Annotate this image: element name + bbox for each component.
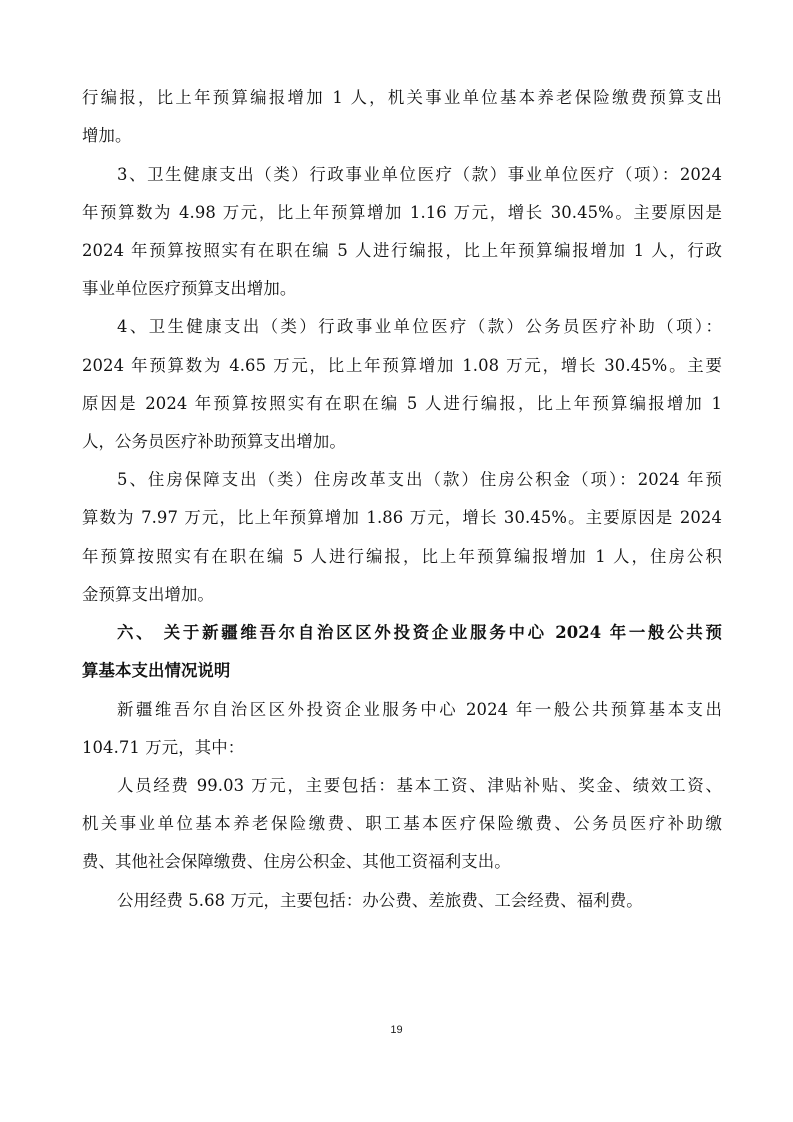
paragraph-line: 2024 年预算数为 4.65 万元，比上年预算增加 1.08 万元，增长 30.45%。主要 — [82, 356, 722, 375]
paragraph-line: 年预算数为 4.98 万元，比上年预算增加 1.16 万元，增长 30.45%。主要原因是 — [82, 203, 722, 222]
paragraph-line: 人员经费 99.03 万元，主要包括：基本工资、津贴补贴、奖金、绩效工资、 — [117, 776, 722, 795]
page-number: 19 — [390, 1024, 403, 1036]
section-heading: 六、 关于新疆维吾尔自治区区外投资企业服务中心 2024 年一般公共预 — [117, 623, 722, 642]
paragraph-line: 4、卫生健康支出（类）行政事业单位医疗（款）公务员医疗补助（项）： — [117, 317, 722, 336]
paragraph-line: 人，公务员医疗补助预算支出增加。 — [82, 432, 346, 451]
paragraph-line: 算数为 7.97 万元，比上年预算增加 1.86 万元，增长 30.45%。主要原因是 2024 — [82, 508, 722, 527]
paragraph-line: 年预算按照实有在职在编 5 人进行编报，比上年预算编报增加 1 人，住房公积 — [82, 547, 722, 566]
section-heading-continued: 算基本支出情况说明 — [82, 661, 231, 680]
paragraph-line: 104.71 万元，其中： — [82, 738, 245, 757]
paragraph-line: 行编报，比上年预算编报增加 1 人，机关事业单位基本养老保险缴费预算支出 — [82, 88, 722, 107]
paragraph-line: 事业单位医疗预算支出增加。 — [82, 279, 297, 298]
paragraph-line: 机关事业单位基本养老保险缴费、职工基本医疗保险缴费、公务员医疗补助缴 — [82, 814, 722, 833]
paragraph-line: 增加。 — [82, 126, 132, 145]
paragraph-line: 金预算支出增加。 — [82, 585, 214, 604]
paragraph-line: 费、其他社会保障缴费、住房公积金、其他工资福利支出。 — [82, 852, 511, 871]
paragraph-line: 新疆维吾尔自治区区外投资企业服务中心 2024 年一般公共预算基本支出 — [117, 700, 722, 719]
paragraph-line: 公用经费 5.68 万元，主要包括：办公费、差旅费、工会经费、福利费。 — [117, 891, 643, 910]
paragraph-line: 5、住房保障支出（类）住房改革支出（款）住房公积金（项）：2024 年预 — [117, 470, 722, 489]
paragraph-line: 2024 年预算按照实有在职在编 5 人进行编报，比上年预算编报增加 1 人，行政 — [82, 241, 722, 260]
paragraph-line: 原因是 2024 年预算按照实有在职在编 5 人进行编报，比上年预算编报增加 1 — [82, 394, 722, 413]
paragraph-line: 3、卫生健康支出（类）行政事业单位医疗（款）事业单位医疗（项）：2024 — [117, 165, 722, 184]
